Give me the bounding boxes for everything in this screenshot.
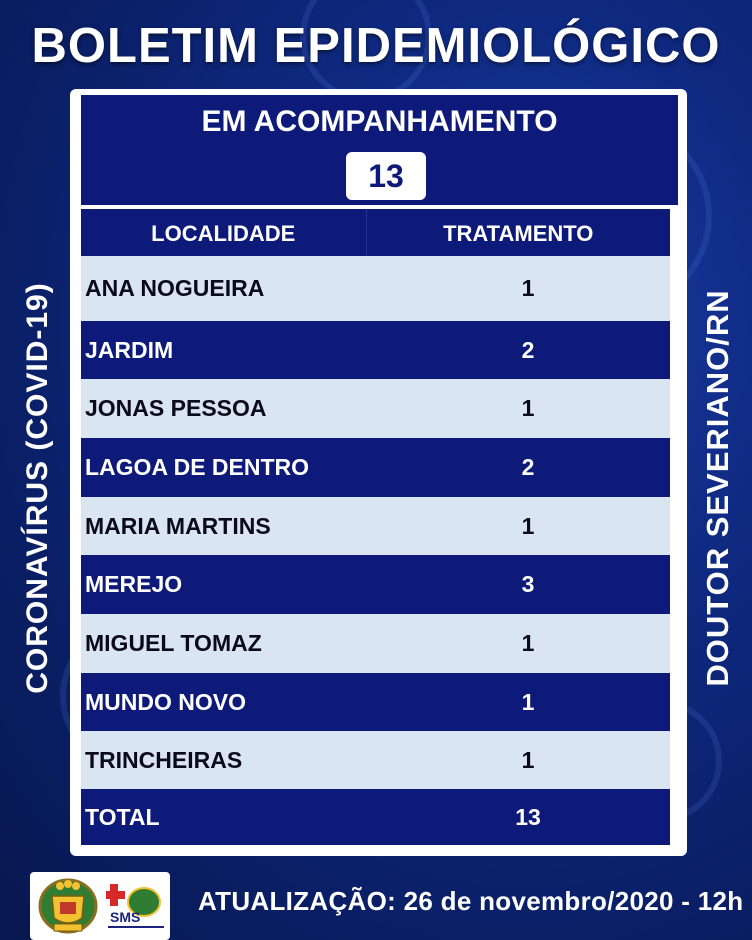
- total-value: 13: [515, 804, 541, 830]
- sms-health-logo-icon: [106, 878, 166, 934]
- table-row-total: [81, 789, 670, 845]
- locality-cell: MEREJO: [85, 571, 183, 597]
- covid-label: CORONAVÍRUS (COVID-19): [21, 282, 54, 694]
- locality-cell: LAGOA DE DENTRO: [85, 454, 310, 480]
- table-row: [81, 379, 670, 438]
- treatment-cell: 2: [521, 454, 535, 480]
- monitoring-count: 13: [346, 152, 426, 200]
- table-row: [81, 673, 670, 731]
- column-header-treatment: TRATAMENTO: [443, 221, 594, 246]
- locality-cell: MUNDO NOVO: [85, 689, 246, 715]
- treatment-cell: 3: [521, 571, 535, 597]
- table-row: [81, 731, 670, 789]
- sms-logo-text: SMS: [110, 909, 141, 925]
- treatment-cell: 1: [521, 395, 535, 421]
- treatment-cell: 1: [521, 747, 535, 773]
- table-header: [81, 209, 670, 256]
- column-header-locality: LOCALIDADE: [81, 209, 367, 256]
- city-label: DOUTOR SEVERIANO/RN: [700, 289, 735, 687]
- table-row: [81, 555, 670, 614]
- locality-cell: JARDIM: [85, 337, 174, 363]
- locality-cell: ANA NOGUEIRA: [85, 275, 265, 301]
- page-title: BOLETIM EPIDEMIOLÓGICO: [31, 19, 721, 73]
- locality-cell: JONAS PESSOA: [85, 395, 267, 421]
- treatment-cell: 1: [521, 630, 535, 656]
- locality-table: [81, 209, 670, 845]
- municipal-crest-icon: [36, 876, 100, 936]
- treatment-cell: 2: [521, 337, 535, 363]
- locality-cell: MARIA MARTINS: [85, 513, 271, 539]
- total-label: TOTAL: [85, 804, 160, 830]
- monitoring-header: [81, 95, 678, 205]
- table-row: [81, 497, 670, 555]
- treatment-cell: 1: [521, 513, 535, 539]
- treatment-cell: 1: [521, 689, 535, 715]
- bulletin-card: [70, 89, 687, 856]
- locality-cell: MIGUEL TOMAZ: [85, 630, 262, 656]
- locality-cell: TRINCHEIRAS: [85, 747, 243, 773]
- table-row: [81, 321, 670, 379]
- update-timestamp: ATUALIZAÇÃO: 26 de novembro/2020 - 12h: [198, 886, 744, 916]
- monitoring-title: EM ACOMPANHAMENTO: [201, 105, 558, 138]
- table-row: [81, 256, 670, 321]
- table-row: [81, 438, 670, 497]
- treatment-cell: 1: [521, 275, 535, 301]
- footer-logos: [30, 872, 170, 940]
- table-row: [81, 614, 670, 673]
